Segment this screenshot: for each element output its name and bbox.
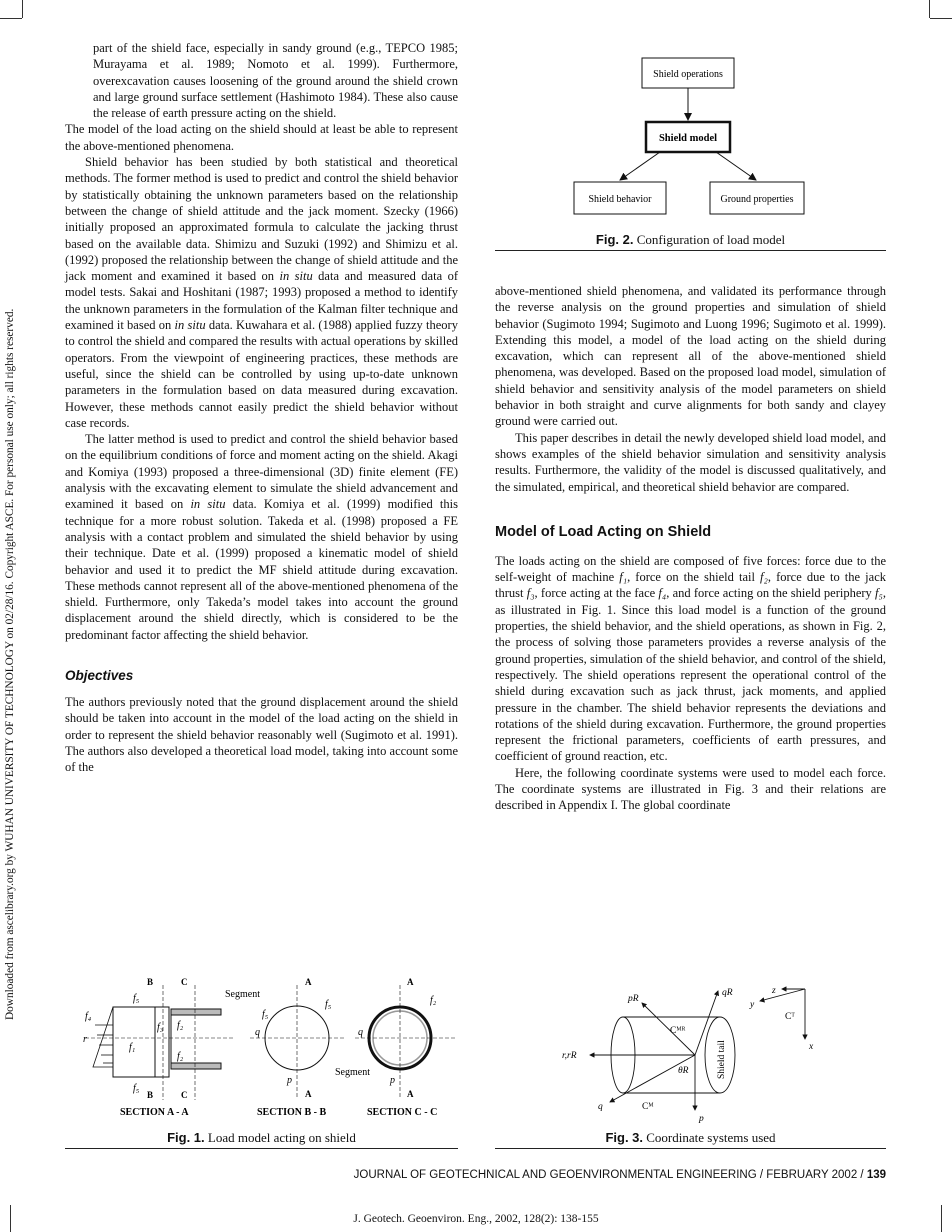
svg-text:f₅: f₅ <box>133 993 140 1004</box>
svg-text:A: A <box>407 1089 414 1099</box>
svg-text:y: y <box>750 1000 755 1010</box>
figure-2-caption: Fig. 2. Configuration of load model <box>595 232 786 247</box>
right-column <box>495 283 886 814</box>
svg-text:r: r <box>83 1034 87 1045</box>
crop-mark <box>929 0 930 18</box>
figure-1-caption: Fig. 1. Load model acting on shield <box>167 1130 356 1145</box>
figure-2-diagram <box>560 50 820 225</box>
svg-text:x: x <box>809 1042 814 1052</box>
svg-text:f₅: f₅ <box>133 1083 140 1094</box>
svg-text:f₁: f₁ <box>129 1042 136 1053</box>
figure-1-diagram <box>85 975 470 1120</box>
svg-text:Shield tail: Shield tail <box>717 1040 727 1079</box>
divider <box>495 1148 886 1149</box>
figure-3-diagram <box>560 985 860 1125</box>
svg-text:p: p <box>390 1075 395 1086</box>
svg-text:z: z <box>772 986 776 996</box>
svg-text:θR: θR <box>678 1066 689 1076</box>
svg-text:r,rR: r,rR <box>562 1051 577 1061</box>
download-notice: Downloaded from ascelibrary.org by WUHAN UNIVERSITY OF TECHNOLOGY on 02/28/16. Copyright ASCE. For personal use only; all rights reserved. <box>4 308 16 1020</box>
crop-mark <box>22 0 23 18</box>
svg-text:q: q <box>598 1102 603 1112</box>
page-number: 139 <box>866 1169 886 1181</box>
svg-text:f₅: f₅ <box>262 1009 269 1020</box>
figure-3-caption: Fig. 3. Coordinate systems used <box>605 1130 776 1145</box>
paragraph: The loads acting on the shield are composed of five forces: force due to the self-weight of machine f₁, force on the shield tail f₂, force due to the jack thrust f₃, force acting at the face f₄, and force acting on the shield periphery f₅, as illustrated in Fig. 1. Since this load model is a function of the ground properties, the shield behavior, and the shield operations, as shown in Fig. 2, the process of solving those parameters provides a reverse analysis of the ground properties, simulation of the shield behavior, and control of the shield, respectively. The shield operations represent the operational control of the shield during excavation such as jack thrust, jack moments, and applied pressure in the chamber. The shield behavior represents the deviations and rotations of the shield during excavation. Furthermore, the ground properties represent the frictional parameters, coefficients of earth pressures, and coefficient of ground reaction, etc. <box>495 553 886 764</box>
paragraph: Shield behavior has been studied by both statistical and theoretical methods. The former method is used to predict and control the shield behavior by statistically obtaining the unknown parameters based on the relationship between the change of shield attitude and the jack moment. Szecky (1966) initially proposed an approximated formula to calculate the jacking thrust based on the available data. Shimizu and Suzuki (1992) and Shimizu et al. (1992) proposed the relationship between the change of shield attitude and the jack moment and examined it based on in situ data and measured data of model tests. Sakai and Hoshitani (1987; 1993) proposed a method to identify the unknown parameters in the formulation of the Kalman filter technique and examined it based on in situ data. Kuwahara et al. (1988) applied fuzzy theory to control the shield and compared the results with actual operations by skilled operators. From the viewpoint of engineering practices, these methods are useful, since the shield can be controlled by using up-to-date unknown parameters in the formulation based on data measured during excavation. However, these methods cannot easily predict the shield behavior without case records. <box>65 155 458 430</box>
svg-text:f₂: f₂ <box>430 995 437 1006</box>
svg-text:Segment: Segment <box>335 1067 370 1078</box>
svg-text:C: C <box>181 977 188 987</box>
svg-text:f₄: f₄ <box>85 1011 92 1022</box>
journal-footer: JOURNAL OF GEOTECHNICAL AND GEOENVIRONMENTAL ENGINEERING / FEBRUARY 2002 / 139 <box>353 1169 886 1181</box>
paragraph: part of the shield face, especially in sandy ground (e.g., TEPCO 1985; Murayama et al. 1989; Nomoto et al. 1999). Furthermore, overexcavation causes loosening of the ground around the shield crown and large ground surface settlement (Hashimoto 1984). These also cause the release of earth pressure acting on the shield. <box>93 41 458 121</box>
svg-text:q: q <box>358 1027 363 1038</box>
svg-text:Segment: Segment <box>225 989 260 1000</box>
svg-text:f₂: f₂ <box>177 1020 184 1031</box>
svg-text:SECTION A - A: SECTION A - A <box>120 1107 189 1118</box>
svg-text:qR: qR <box>722 988 733 998</box>
section-heading: Objectives <box>65 667 134 683</box>
crop-mark <box>0 18 22 19</box>
paragraph: The latter method is used to predict and control the shield behavior based on the equilibrium conditions of force and moment acting on the shield. Akagi and Komiya (1993) proposed a three-dimensional (3D) finite element (FE) analysis with the excavating element to simulate the shield advancement and examined it based on in situ data. Komiya et al. (1999) modified this technique for a more robust solution. Takeda et al. (1998) proposed a FE analysis with a contact problem and simulated the shield behavior by using their technique. Date et al. (1999) proposed a kinematic model of shield behavior and used it to predict the MF shield attitude during excavation. These methods cannot represent all of the above-mentioned phenomena of the shield. Furthermore, only Takeda’s model takes into account the ground displacement around the shield directly, which is considered to be the predominant factor affecting the shield behavior. <box>65 432 458 642</box>
svg-text:SECTION B - B: SECTION B - B <box>257 1107 327 1118</box>
svg-text:f₂: f₂ <box>177 1051 184 1062</box>
svg-text:SECTION C - C: SECTION C - C <box>367 1107 438 1118</box>
section-heading: Model of Load Acting on Shield <box>495 523 712 540</box>
crop-mark <box>930 18 952 19</box>
svg-text:A: A <box>305 1089 312 1099</box>
svg-text:Shield behavior: Shield behavior <box>588 194 652 205</box>
svg-text:B: B <box>147 977 154 987</box>
svg-text:p: p <box>699 1114 704 1124</box>
svg-text:Cᴹᴿ: Cᴹᴿ <box>670 1026 686 1036</box>
paragraph: The model of the load acting on the shield should at least be able to represent the above-mentioned phenomena. <box>65 122 458 153</box>
svg-text:p: p <box>287 1075 292 1086</box>
divider <box>495 250 886 251</box>
left-column <box>65 40 458 775</box>
svg-text:B: B <box>147 1090 154 1100</box>
citation: J. Geotech. Geoenviron. Eng., 2002, 128(2): 138-155 <box>353 1213 599 1225</box>
divider <box>65 1148 458 1149</box>
paragraph: above-mentioned shield phenomena, and validated its performance through the reverse analysis on the ground properties and simulation of shield behavior (Sugimoto 1994; Sugimoto and Luong 1996; Sugimoto et al. 1999). Extending this model, a model of the load acting on the shield during excavation, which can represent all of the above-mentioned shield phenomena, was developed. Based on the proposed load model, simulation of shield behavior and sensitivity analysis of the model parameters on shield behavior in both straight and curve alignments for both sandy and clayey ground were carried out. <box>495 284 886 429</box>
svg-text:pR: pR <box>628 994 639 1004</box>
svg-text:Ground properties: Ground properties <box>720 194 794 205</box>
svg-text:f₃: f₃ <box>157 1022 164 1033</box>
svg-text:f₅: f₅ <box>325 999 332 1010</box>
svg-text:Cᴹ: Cᴹ <box>642 1102 654 1112</box>
svg-text:C: C <box>181 1090 188 1100</box>
svg-text:Shield model: Shield model <box>658 133 718 144</box>
paragraph: The authors previously noted that the ground displacement around the shield should be taken into account in the model of the load acting on the shield in order to represent the shield behavior reasonably well (Sugimoto et al. 1991). The authors also developed a theoretical load model, taking into account some of the <box>65 694 458 775</box>
svg-text:A: A <box>407 977 414 987</box>
paragraph: Here, the following coordinate systems were used to model each force. The coordinate systems are illustrated in Fig. 3 and their relations are described in Appendix I. The global coordinate <box>495 765 886 813</box>
svg-text:Cᵀ: Cᵀ <box>785 1012 795 1022</box>
svg-text:A: A <box>305 977 312 987</box>
paragraph: This paper describes in detail the newly developed shield load model, and shows examples of the shield behavior simulation and sensitivity analysis results. Furthermore, the validity of the model is discussed qualitatively, and the simulated, empirical, and theoretical shield behavior are compared. <box>495 430 886 494</box>
svg-text:q: q <box>255 1027 260 1038</box>
svg-text:Shield operations: Shield operations <box>653 69 723 80</box>
